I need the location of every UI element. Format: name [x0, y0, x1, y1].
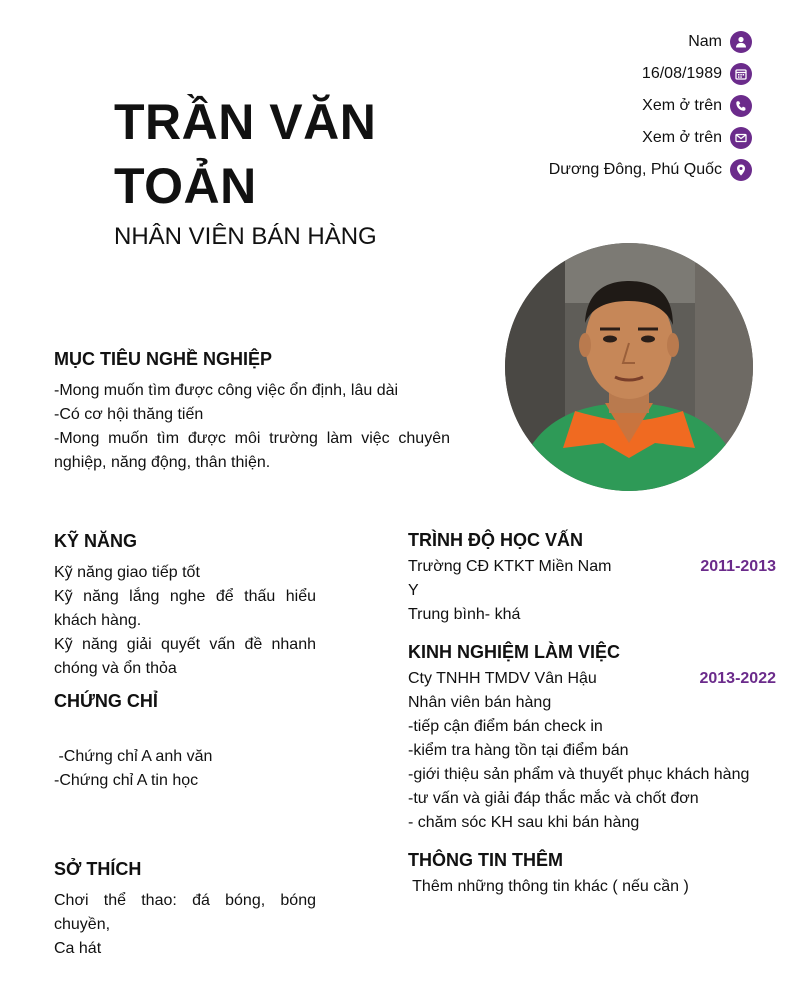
experience-duty: -tiếp cận điểm bán check in — [408, 718, 603, 735]
hobbies-heading: SỞ THÍCH — [54, 859, 142, 879]
skills-heading: KỸ NĂNG — [54, 531, 138, 551]
calendar-icon — [730, 63, 752, 85]
experience-duty: -tư vấn và giải đáp thắc mắc và chốt đơn — [408, 790, 699, 807]
contact-text: Nam — [688, 33, 722, 50]
experience-years: 2013-2022 — [699, 670, 776, 687]
hobbies-section — [54, 889, 316, 961]
skill-item: Kỹ năng lắng nghe để thấu hiểu khách hàng. — [54, 588, 316, 629]
objective-heading: MỤC TIÊU NGHỀ NGHIỆP — [54, 349, 273, 369]
skill-item: Kỹ năng giao tiếp tốt — [54, 564, 200, 581]
candidate-name — [114, 90, 454, 218]
contact-address — [452, 157, 752, 183]
education-grade: Trung bình- khá — [408, 606, 521, 623]
contact-gender — [452, 29, 752, 55]
education-years: 2011-2013 — [700, 558, 776, 575]
phone-icon — [730, 95, 752, 117]
additional-text: Thêm những thông tin khác ( nếu cần ) — [408, 878, 689, 895]
person-icon — [730, 31, 752, 53]
profile-photo — [505, 243, 753, 491]
contact-phone — [452, 93, 752, 119]
hobby-item: Chơi thể thao: đá bóng, bóng chuyền, — [54, 892, 316, 933]
education-heading: TRÌNH ĐỘ HỌC VẤN — [408, 530, 583, 550]
education-major: Y — [408, 582, 419, 599]
experience-position: Nhân viên bán hàng — [408, 694, 552, 711]
skills-section — [54, 561, 316, 681]
objective-line: -Có cơ hội thăng tiến — [54, 406, 204, 423]
experience-duty: - chăm sóc KH sau khi bán hàng — [408, 814, 640, 831]
experience-duty: -giới thiệu sản phẩm và thuyết phục khách hàng — [408, 766, 750, 783]
objective-section — [54, 379, 450, 475]
name-line-2: TOẢN — [114, 158, 257, 214]
contact-email — [452, 125, 752, 151]
objective-line: -Mong muốn tìm được môi trường làm việc chuyên nghiệp, năng động, thân thiện. — [54, 430, 450, 471]
experience-duty: -kiểm tra hàng tồn tại điểm bán — [408, 742, 629, 759]
contact-text: Dương Đông, Phú Quốc — [548, 161, 722, 178]
location-pin-icon — [730, 159, 752, 181]
experience-details — [408, 691, 778, 835]
contact-text: Xem ở trên — [642, 97, 722, 114]
objective-line: -Mong muốn tìm được công việc ổn định, lâu dài — [54, 382, 399, 399]
name-line-1: TRẦN VĂN — [114, 94, 377, 150]
certificates-section — [54, 745, 316, 793]
additional-heading: THÔNG TIN THÊM — [408, 850, 563, 870]
job-title: NHÂN VIÊN BÁN HÀNG — [114, 223, 377, 250]
email-icon — [730, 127, 752, 149]
contact-text: Xem ở trên — [642, 129, 722, 146]
experience-company: Cty TNHH TMDV Vân Hậu — [408, 670, 597, 687]
certificate-item: -Chứng chỉ A tin học — [54, 772, 199, 789]
skill-item: Kỹ năng giải quyết vấn đề nhanh chóng và ổn thỏa — [54, 636, 316, 677]
experience-heading: KINH NGHIỆM LÀM VIỆC — [408, 642, 621, 662]
certificate-item: -Chứng chỉ A anh văn — [54, 748, 213, 765]
hobby-item: Ca hát — [54, 940, 102, 957]
contact-text: 16/08/1989 — [641, 65, 722, 82]
education-school: Trường CĐ KTKT Miền Nam — [408, 558, 612, 575]
contact-birthdate — [452, 61, 752, 87]
certificates-heading: CHỨNG CHỈ — [54, 691, 158, 711]
